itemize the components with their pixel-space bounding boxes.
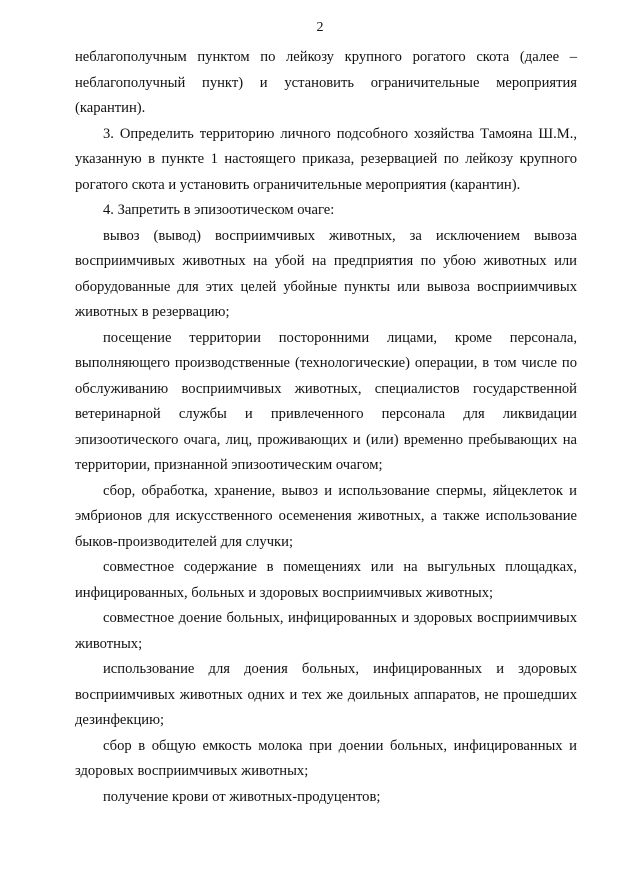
paragraph-item-3: 3. Определить территорию личного подсобного хозяйства Тамояна Ш.М., указанную в пункте 1 настоящего приказа, резервацией по лейкозу крупного рогатого скота и установить ограничительные мероприятия (карантин).	[75, 125, 577, 193]
prohibition-item: вывоз (вывод) восприимчивых животных, за исключением вывоза восприимчивых животных на убой на предприятия по убою животных или оборудованные для этих целей убойные пункты или вывоза восприимчивых животных в резервацию;	[75, 227, 577, 320]
prohibition-item: сбор в общую емкость молока при доении больных, инфицированных и здоровых восприимчивых животных;	[75, 737, 577, 779]
page-number: 2	[316, 20, 324, 35]
paragraph-item-4: 4. Запретить в эпизоотическом очаге:	[103, 202, 335, 218]
prohibition-item: получение крови от животных-продуцентов;	[103, 788, 381, 805]
document-body	[75, 45, 577, 810]
paragraph-continuation: неблагополучным пунктом по лейкозу крупного рогатого скота (далее – неблагополучный пункт) и установить ограничительные мероприятия (карантин).	[75, 49, 577, 116]
prohibition-item: совместное содержание в помещениях или на выгульных площадках, инфицированных, больных и здоровых восприимчивых животных;	[75, 559, 577, 601]
prohibition-item: посещение территории посторонними лицами, кроме персонала, выполняющего производственные (технологические) операции, в том числе по обслуживанию восприимчивых животных, специалистов государственной ветеринарной службы и привлеченного персонала для ликвидации эпизоотического очага, лиц, проживающих и (или) временно пребывающих на территории, признанной эпизоотическим очагом;	[75, 329, 577, 473]
prohibition-item: совместное доение больных, инфицированных и здоровых восприимчивых животных;	[75, 610, 577, 652]
prohibition-item: использование для доения больных, инфицированных и здоровых восприимчивых животных одних и тех же доильных аппаратов, не прошедших дезинфекцию;	[75, 661, 577, 728]
prohibition-item: сбор, обработка, хранение, вывоз и использование спермы, яйцеклеток и эмбрионов для искусственного осеменения животных, а также использование быков-производителей для случки;	[75, 482, 577, 550]
